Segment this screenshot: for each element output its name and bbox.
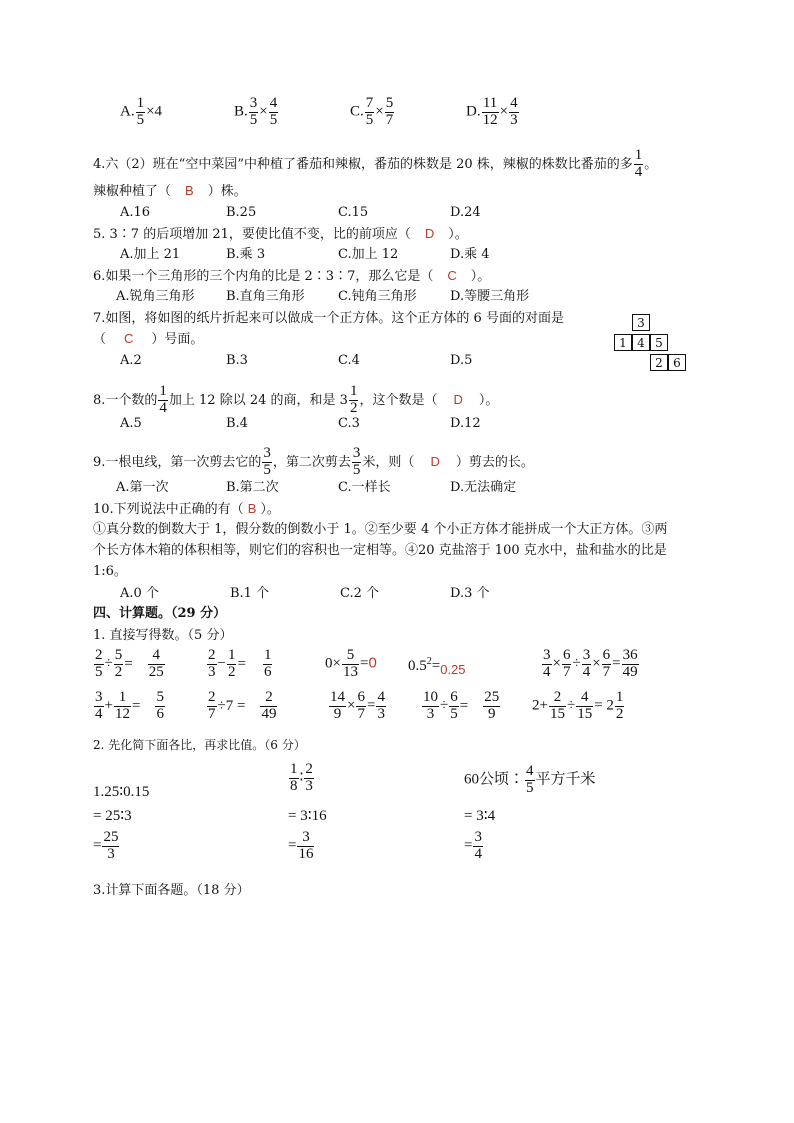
net-face-6: 6 (668, 354, 686, 371)
ratio-3-prefix: 60公顷∶ (464, 771, 525, 788)
numerator: 3 (352, 445, 361, 461)
q5-option-a: A.加上 21 (120, 247, 181, 262)
numerator: 6 (602, 647, 611, 663)
numerator: 6 (357, 689, 365, 705)
q8-mid: 加上 12 除以 24 的商，和是 3 (168, 392, 348, 408)
calc-answer[interactable]: 0 (368, 654, 377, 672)
calc-1-3 (325, 648, 377, 681)
numerator: 1 (349, 383, 358, 399)
q10-option-a: A.0 个 (120, 586, 159, 601)
denominator: 7 (602, 663, 611, 680)
q10-text: 10.下列说法中正确的有（ (93, 502, 244, 517)
denominator: 8 (290, 777, 298, 794)
equals: = (131, 697, 141, 714)
denominator: 5 (450, 705, 458, 722)
numerator: 3 (474, 829, 482, 845)
operator: × (347, 697, 356, 714)
calc-2-4 (421, 690, 501, 723)
equals: = (459, 697, 469, 714)
numerator: 2 (208, 647, 216, 663)
denominator: 5 (526, 779, 534, 796)
ratio-sign: ∶ (299, 769, 304, 786)
q9-text: 9.一根电线，第一次剪去它的 (93, 454, 262, 470)
numerator: 3 (249, 95, 258, 111)
q5-end: ）。 (448, 227, 468, 242)
operator: × (552, 655, 561, 672)
denominator: 5 (263, 461, 271, 478)
numerator: 4 (377, 689, 385, 705)
denominator: 7 (562, 663, 571, 680)
q3-option-a (120, 96, 162, 129)
q9-mid: ，第二次剪去 (272, 454, 351, 470)
denominator: 15 (577, 705, 593, 722)
numerator: 1 (290, 761, 298, 777)
numerator: 1 (114, 690, 131, 707)
q9-end: ）剪去的长。 (455, 454, 534, 470)
numerator: 4 (526, 763, 534, 779)
denominator: 3 (208, 663, 216, 680)
q8-option-d: D.12 (450, 416, 481, 431)
denominator: 5 (365, 111, 374, 128)
denominator: 25 (148, 663, 164, 680)
q3-option-c (350, 96, 395, 129)
equals: = (93, 837, 102, 854)
denominator: 4 (159, 399, 167, 416)
q7-option-b: B.3 (226, 353, 248, 368)
net-face-4: 4 (632, 334, 650, 351)
q7-end: ）号面。 (151, 332, 204, 347)
denominator: 7 (385, 111, 394, 128)
ratio-2-line-3 (288, 830, 315, 863)
q8-option-c: C.3 (338, 416, 360, 431)
denominator: 2 (349, 399, 358, 416)
denominator: 13 (342, 663, 358, 680)
q4-option-d: D.24 (450, 205, 481, 220)
q10-answer[interactable]: B (247, 501, 257, 516)
base: 0.5 (408, 658, 427, 674)
q4-answer[interactable]: B (185, 183, 194, 198)
net-face-1: 1 (614, 334, 632, 351)
denominator: 7 (357, 705, 365, 722)
ratio-2-line-1 (288, 762, 315, 795)
q6-stem (93, 267, 490, 286)
numerator: 7 (365, 95, 374, 111)
calc-2-1 (93, 690, 166, 723)
numerator: 1 (634, 147, 643, 163)
operator: 0× (325, 655, 341, 672)
q6-answer[interactable]: C (447, 268, 457, 283)
q8-option-b: B.4 (226, 416, 248, 431)
q8-post-pre: ，这个数是（ (359, 392, 438, 408)
ratio-1-line-1: 1.25∶0.15 (93, 784, 150, 800)
operator: ÷ (566, 697, 576, 714)
numerator: 2 (95, 647, 103, 663)
operator: × (592, 655, 601, 672)
denominator: 4 (582, 663, 591, 680)
q4-line2-post: ）株。 (207, 184, 247, 199)
q8-option-a: A.5 (120, 416, 142, 431)
q4-option-c: C.15 (338, 205, 369, 220)
numerator: 2 (260, 690, 277, 707)
q6-text: 6.如果一个三角形的三个内角的比是 2∶3∶7，那么它是（ (93, 269, 434, 284)
equals: = (237, 655, 246, 672)
denominator: 5 (249, 111, 258, 128)
numerator: 5 (156, 689, 164, 705)
denominator: 9 (487, 705, 496, 722)
q10-end: ）。 (260, 502, 280, 517)
denominator: 15 (549, 705, 565, 722)
section-4-sub3: 3.计算下面各题。（18 分） (93, 883, 250, 898)
q3-option-b (234, 96, 279, 129)
denominator: 49 (622, 663, 638, 680)
denominator: 9 (333, 705, 342, 722)
q7-pre: （ (93, 332, 107, 347)
q8-answer[interactable]: D (453, 391, 463, 407)
calc-2-3 (328, 690, 387, 723)
q9-option-a: A.第一次 (116, 480, 169, 495)
q8-text: 8.一个数的 (93, 392, 158, 408)
denominator: 5 (136, 111, 145, 128)
q7-option-c: C.4 (338, 353, 360, 368)
net-face-2: 2 (650, 354, 668, 371)
section-4-title: 四、计算题。（29 分） (93, 606, 227, 621)
equals: = (366, 697, 376, 714)
equals: = 2 (594, 697, 614, 714)
q10-option-b: B.1 个 (230, 586, 270, 601)
operator: ÷7 = (217, 697, 246, 714)
equals: = (124, 655, 133, 672)
q10-option-d: D.3 个 (450, 586, 490, 601)
q10-option-c: C.2 个 (340, 586, 380, 601)
q4-option-b: B.25 (226, 205, 257, 220)
numerator: 6 (562, 647, 571, 663)
operator: × (499, 103, 509, 120)
q3-option-d (466, 96, 520, 129)
section-4-sub2: 2. 先化简下面各比，再求比值。（6 分） (93, 738, 306, 752)
denominator: 12 (482, 111, 498, 128)
denominator: 3 (510, 111, 518, 128)
numerator: 3 (543, 647, 551, 663)
denominator: 5 (269, 111, 278, 128)
operator: − (217, 655, 226, 672)
numerator: 2 (549, 690, 566, 707)
calc-1-4 (408, 656, 466, 675)
q9-answer[interactable]: D (430, 453, 440, 469)
q10-stem (93, 500, 280, 519)
numerator: 1 (615, 689, 624, 705)
q9-option-c: C.一样长 (338, 480, 391, 495)
ratio-1-line-3 (93, 830, 120, 863)
equals: = (612, 655, 621, 672)
numerator: 6 (450, 689, 458, 705)
q10-statement-2: 个长方体木箱的体积相等，则它们的容积也一定相等。④20 克盐溶于 100 克水中，盐和盐水的比是 (93, 543, 667, 558)
q10-statement-1: ①真分数的倒数大于 1，假分数的倒数小于 1。②至少要 4 个小正方体才能拼成一个大正方体。③两 (93, 522, 668, 537)
numerator: 4 (510, 95, 518, 111)
operator: 2+ (532, 697, 548, 714)
numerator: 3 (263, 445, 271, 461)
q5-option-d: D.乘 4 (450, 247, 490, 262)
q9-mid2: 米，则（ (362, 454, 415, 470)
denominator: 3 (305, 777, 313, 794)
operator: + (104, 697, 113, 714)
numerator: 1 (227, 647, 236, 663)
denominator: 7 (208, 705, 216, 722)
numerator: 10 (423, 689, 438, 705)
denominator: 5 (95, 663, 103, 680)
q6-option-c: C.钝角三角形 (338, 289, 417, 304)
numerator: 5 (385, 95, 394, 111)
section-4-sub1: 1. 直接写得数。（5 分） (93, 628, 233, 643)
numerator: 25 (484, 689, 500, 705)
q5-option-c: C.加上 12 (338, 247, 399, 262)
denominator: 6 (263, 663, 272, 680)
ratio-3-line-1 (464, 764, 596, 797)
q7-answer-line (93, 330, 203, 349)
equals: = (431, 658, 441, 674)
denominator: 16 (298, 845, 314, 862)
q4-stem (93, 148, 657, 181)
denominator: 4 (474, 845, 482, 862)
denominator: 2 (227, 663, 236, 680)
calc-1-5 (541, 648, 640, 681)
q7-text: 7.如图，将如图的纸片折起来可以做成一个正方体。这个正方体的 6 号面的对面是 (93, 311, 564, 326)
denominator: 2 (615, 705, 624, 722)
numerator: 3 (297, 830, 314, 847)
numerator: 3 (582, 647, 591, 663)
q9-option-d: D.无法确定 (450, 480, 517, 495)
calc-2-5 (532, 690, 625, 723)
q4-end: 。 (644, 156, 658, 172)
operator: ÷ (572, 655, 581, 672)
denominator: 5 (352, 461, 361, 478)
operator: × (259, 103, 268, 120)
q9-option-b: B.第二次 (226, 480, 279, 495)
option-label: D. (466, 103, 481, 120)
denominator: 12 (114, 705, 130, 722)
q5-stem (93, 225, 468, 244)
ratio-3-line-3 (464, 830, 484, 863)
numerator: 1 (136, 95, 145, 111)
q4-option-a: A.16 (120, 205, 151, 220)
exponent: 2 (426, 656, 432, 667)
equals: = (288, 837, 297, 854)
net-face-3: 3 (632, 314, 650, 331)
numerator: 4 (148, 648, 165, 665)
q4-text: 4.六（2）班在“空中菜园”中种植了番茄和辣椒，番茄的株数是 20 株，辣椒的株数比番茄的多 (93, 156, 633, 172)
operator: ×4 (146, 103, 163, 120)
q4-answer-line (93, 182, 247, 201)
unit: 平方千米 (535, 771, 596, 788)
q9-stem (93, 446, 534, 479)
ratio-2-line-2: = 3∶16 (288, 808, 327, 824)
denominator: 4 (634, 163, 643, 180)
q6-option-a: A.锐角三角形 (116, 289, 195, 304)
equals: = (464, 837, 473, 854)
q7-answer[interactable]: C (124, 331, 134, 346)
operator: × (375, 103, 384, 120)
q6-option-b: B.直角三角形 (226, 289, 305, 304)
ratio-3-line-2: = 3∶4 (464, 808, 496, 824)
ratio-1-line-2: = 25∶3 (93, 808, 132, 824)
numerator: 2 (208, 689, 216, 705)
q6-end: ）。 (470, 269, 491, 284)
calc-1-2 (206, 648, 273, 681)
option-label: A. (120, 103, 135, 120)
q7-option-a: A.2 (120, 353, 142, 368)
numerator: 36 (622, 647, 638, 663)
numerator: 2 (305, 761, 313, 777)
q10-statement-3: 1:6。 (93, 564, 127, 579)
q8-end: ）。 (478, 392, 499, 408)
calc-2-2 (206, 690, 278, 723)
q7-option-d: D.5 (450, 353, 473, 368)
q7-stem (93, 310, 564, 328)
denominator: 3 (107, 845, 115, 862)
numerator: 14 (330, 689, 345, 705)
numerator: 25 (103, 829, 119, 845)
q5-text: 5. 3∶7 的后项增加 21，要使比值不变，比的前项应（ (93, 227, 411, 242)
numerator: 5 (114, 647, 123, 663)
denominator: 3 (426, 705, 435, 722)
q8-stem (93, 384, 498, 417)
numerator: 1 (159, 383, 167, 399)
operator: ÷ (440, 697, 449, 714)
denominator: 4 (543, 663, 551, 680)
numerator: 4 (269, 95, 278, 111)
numerator: 5 (342, 648, 359, 665)
equals: = (359, 655, 369, 672)
option-label: B. (234, 103, 248, 120)
q5-answer[interactable]: D (424, 226, 435, 241)
q5-option-b: B.乘 3 (226, 247, 266, 262)
net-face-5: 5 (650, 334, 668, 351)
option-label: C. (350, 103, 364, 120)
numerator: 4 (576, 690, 593, 707)
numerator: 3 (95, 689, 103, 705)
q4-line2-pre: 辣椒种植了（ (93, 184, 172, 199)
operator: ÷ (104, 655, 113, 672)
numerator: 1 (263, 647, 272, 663)
denominator: 4 (95, 705, 103, 722)
numerator: 11 (482, 95, 498, 111)
calc-1-1 (93, 648, 166, 681)
q6-option-d: D.等腰三角形 (450, 289, 530, 304)
denominator: 49 (261, 705, 277, 722)
denominator: 6 (156, 705, 164, 722)
calc-answer[interactable]: 0.25 (440, 662, 466, 677)
denominator: 2 (114, 663, 123, 680)
denominator: 3 (377, 705, 385, 722)
